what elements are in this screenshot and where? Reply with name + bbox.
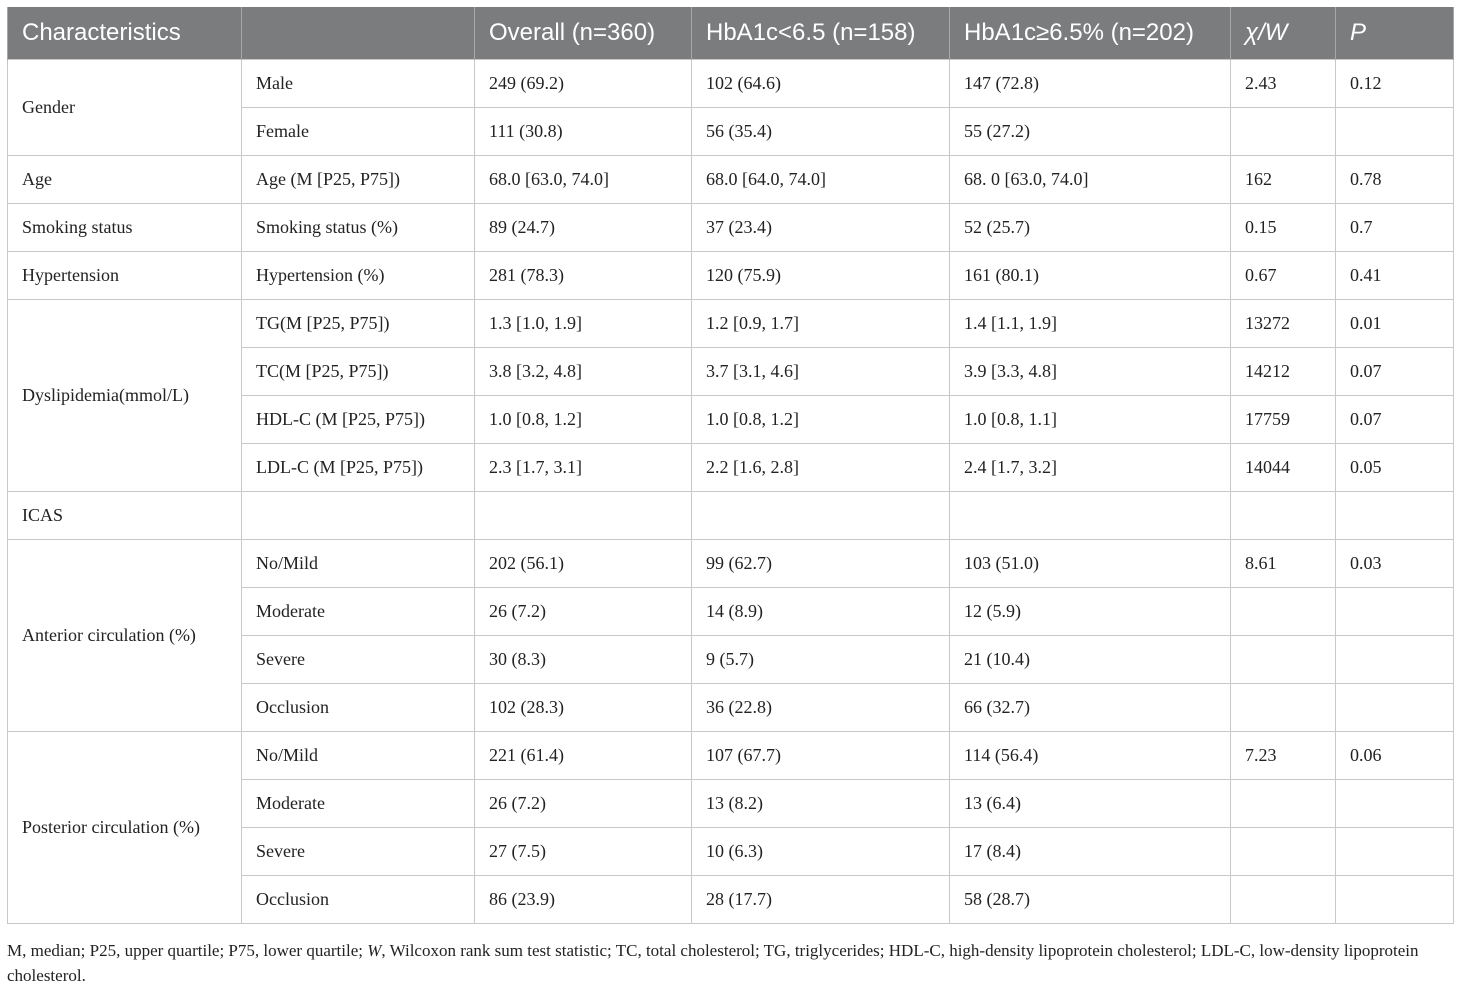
statistic-cell: 17759 — [1231, 395, 1336, 443]
subcategory-cell: TC(M [P25, P75]) — [242, 347, 475, 395]
characteristic-group-cell: Gender — [8, 59, 242, 155]
hba1c-low-cell: 1.2 [0.9, 1.7] — [692, 299, 950, 347]
overall-cell: 281 (78.3) — [475, 251, 692, 299]
p-value-cell: 0.03 — [1336, 539, 1454, 587]
overall-cell: 1.0 [0.8, 1.2] — [475, 395, 692, 443]
subcategory-cell: No/Mild — [242, 539, 475, 587]
hba1c-high-cell: 17 (8.4) — [950, 827, 1231, 875]
characteristic-group-cell: Smoking status — [8, 203, 242, 251]
p-value-cell — [1336, 635, 1454, 683]
subcategory-cell: Moderate — [242, 779, 475, 827]
hba1c-high-cell: 12 (5.9) — [950, 587, 1231, 635]
p-value-cell — [1336, 587, 1454, 635]
hba1c-high-cell — [950, 491, 1231, 539]
hba1c-low-cell: 36 (22.8) — [692, 683, 950, 731]
subcategory-cell: Occlusion — [242, 875, 475, 923]
table-header-row — [8, 7, 1454, 59]
subcategory-cell: LDL-C (M [P25, P75]) — [242, 443, 475, 491]
p-value-cell — [1336, 875, 1454, 923]
hba1c-high-cell: 2.4 [1.7, 3.2] — [950, 443, 1231, 491]
hba1c-low-cell: 37 (23.4) — [692, 203, 950, 251]
subcategory-cell: Moderate — [242, 587, 475, 635]
statistic-cell — [1231, 635, 1336, 683]
p-value-cell: 0.78 — [1336, 155, 1454, 203]
header-p-value: P — [1336, 7, 1454, 59]
overall-cell: 27 (7.5) — [475, 827, 692, 875]
statistic-cell: 14044 — [1231, 443, 1336, 491]
hba1c-low-cell: 10 (6.3) — [692, 827, 950, 875]
header-characteristics: Characteristics — [8, 7, 242, 59]
subcategory-cell: Occlusion — [242, 683, 475, 731]
hba1c-high-cell: 21 (10.4) — [950, 635, 1231, 683]
footnote-text-end: , Wilcoxon rank sum test statistic; TC, total cholesterol; TG, triglycerides; HDL-C, high-density lipoprotein cholesterol; LDL-C, low-density lipoprotein cholesterol. — [7, 941, 1419, 985]
hba1c-low-cell: 68.0 [64.0, 74.0] — [692, 155, 950, 203]
overall-cell: 202 (56.1) — [475, 539, 692, 587]
hba1c-high-cell: 66 (32.7) — [950, 683, 1231, 731]
table-row — [8, 731, 1454, 779]
header-hba1c-high: HbA1c≥6.5% (n=202) — [950, 7, 1231, 59]
overall-cell: 1.3 [1.0, 1.9] — [475, 299, 692, 347]
baseline-characteristics-table — [7, 7, 1454, 924]
p-value-cell: 0.12 — [1336, 59, 1454, 107]
footnote-text-start: M, median; P25, upper quartile; P75, lower quartile; — [7, 941, 368, 960]
hba1c-high-cell: 1.0 [0.8, 1.1] — [950, 395, 1231, 443]
hba1c-low-cell: 2.2 [1.6, 2.8] — [692, 443, 950, 491]
overall-cell: 3.8 [3.2, 4.8] — [475, 347, 692, 395]
table-row — [8, 155, 1454, 203]
overall-cell: 2.3 [1.7, 3.1] — [475, 443, 692, 491]
table-row — [8, 203, 1454, 251]
hba1c-high-cell: 55 (27.2) — [950, 107, 1231, 155]
p-value-cell: 0.05 — [1336, 443, 1454, 491]
statistic-cell: 13272 — [1231, 299, 1336, 347]
overall-cell: 86 (23.9) — [475, 875, 692, 923]
statistic-cell: 162 — [1231, 155, 1336, 203]
overall-cell: 68.0 [63.0, 74.0] — [475, 155, 692, 203]
characteristic-group-cell: ICAS — [8, 491, 242, 539]
p-value-cell — [1336, 491, 1454, 539]
statistic-cell: 14212 — [1231, 347, 1336, 395]
hba1c-low-cell: 14 (8.9) — [692, 587, 950, 635]
hba1c-high-cell: 114 (56.4) — [950, 731, 1231, 779]
hba1c-high-cell: 13 (6.4) — [950, 779, 1231, 827]
table-row — [8, 251, 1454, 299]
overall-cell: 26 (7.2) — [475, 779, 692, 827]
overall-cell: 111 (30.8) — [475, 107, 692, 155]
subcategory-cell: TG(M [P25, P75]) — [242, 299, 475, 347]
p-value-cell: 0.07 — [1336, 395, 1454, 443]
subcategory-cell: No/Mild — [242, 731, 475, 779]
statistic-cell — [1231, 107, 1336, 155]
header-subcategory — [242, 7, 475, 59]
table-container — [7, 7, 1453, 924]
table-row — [8, 491, 1454, 539]
hba1c-low-cell: 28 (17.7) — [692, 875, 950, 923]
hba1c-low-cell: 9 (5.7) — [692, 635, 950, 683]
statistic-cell: 0.67 — [1231, 251, 1336, 299]
table-body — [8, 59, 1454, 923]
statistic-cell — [1231, 827, 1336, 875]
overall-cell: 89 (24.7) — [475, 203, 692, 251]
p-value-cell: 0.06 — [1336, 731, 1454, 779]
subcategory-cell: Smoking status (%) — [242, 203, 475, 251]
overall-cell: 30 (8.3) — [475, 635, 692, 683]
table-footnote — [7, 938, 1453, 988]
hba1c-low-cell: 99 (62.7) — [692, 539, 950, 587]
header-statistic: χ/W — [1231, 7, 1336, 59]
hba1c-high-cell: 58 (28.7) — [950, 875, 1231, 923]
characteristic-group-cell: Hypertension — [8, 251, 242, 299]
p-value-cell — [1336, 107, 1454, 155]
hba1c-high-cell: 147 (72.8) — [950, 59, 1231, 107]
overall-cell: 26 (7.2) — [475, 587, 692, 635]
hba1c-low-cell: 13 (8.2) — [692, 779, 950, 827]
characteristic-group-cell: Dyslipidemia(mmol/L) — [8, 299, 242, 491]
statistic-cell — [1231, 779, 1336, 827]
statistic-cell: 7.23 — [1231, 731, 1336, 779]
subcategory-cell: Male — [242, 59, 475, 107]
p-value-cell — [1336, 779, 1454, 827]
subcategory-cell: Age (M [P25, P75]) — [242, 155, 475, 203]
characteristic-group-cell: Age — [8, 155, 242, 203]
subcategory-cell: Severe — [242, 827, 475, 875]
hba1c-low-cell: 56 (35.4) — [692, 107, 950, 155]
table-row — [8, 59, 1454, 107]
overall-cell: 102 (28.3) — [475, 683, 692, 731]
p-value-cell — [1336, 683, 1454, 731]
p-value-cell: 0.7 — [1336, 203, 1454, 251]
overall-cell: 221 (61.4) — [475, 731, 692, 779]
hba1c-high-cell: 161 (80.1) — [950, 251, 1231, 299]
statistic-cell — [1231, 587, 1336, 635]
hba1c-high-cell: 52 (25.7) — [950, 203, 1231, 251]
overall-cell: 249 (69.2) — [475, 59, 692, 107]
table-row — [8, 539, 1454, 587]
p-value-cell: 0.07 — [1336, 347, 1454, 395]
hba1c-low-cell: 102 (64.6) — [692, 59, 950, 107]
p-value-cell: 0.41 — [1336, 251, 1454, 299]
statistic-cell — [1231, 491, 1336, 539]
footnote-w-symbol: W — [367, 941, 382, 960]
overall-cell — [475, 491, 692, 539]
hba1c-high-cell: 1.4 [1.1, 1.9] — [950, 299, 1231, 347]
statistic-cell: 8.61 — [1231, 539, 1336, 587]
hba1c-low-cell: 1.0 [0.8, 1.2] — [692, 395, 950, 443]
characteristic-group-cell: Anterior circulation (%) — [8, 539, 242, 731]
hba1c-low-cell: 3.7 [3.1, 4.6] — [692, 347, 950, 395]
header-overall: Overall (n=360) — [475, 7, 692, 59]
characteristic-group-cell: Posterior circulation (%) — [8, 731, 242, 923]
subcategory-cell — [242, 491, 475, 539]
p-value-cell: 0.01 — [1336, 299, 1454, 347]
statistic-cell — [1231, 875, 1336, 923]
hba1c-high-cell: 3.9 [3.3, 4.8] — [950, 347, 1231, 395]
statistic-cell: 2.43 — [1231, 59, 1336, 107]
subcategory-cell: HDL-C (M [P25, P75]) — [242, 395, 475, 443]
hba1c-high-cell: 103 (51.0) — [950, 539, 1231, 587]
header-hba1c-low: HbA1c<6.5 (n=158) — [692, 7, 950, 59]
hba1c-low-cell — [692, 491, 950, 539]
hba1c-low-cell: 120 (75.9) — [692, 251, 950, 299]
statistic-cell: 0.15 — [1231, 203, 1336, 251]
hba1c-low-cell: 107 (67.7) — [692, 731, 950, 779]
hba1c-high-cell: 68. 0 [63.0, 74.0] — [950, 155, 1231, 203]
subcategory-cell: Severe — [242, 635, 475, 683]
subcategory-cell: Female — [242, 107, 475, 155]
statistic-cell — [1231, 683, 1336, 731]
table-row — [8, 299, 1454, 347]
subcategory-cell: Hypertension (%) — [242, 251, 475, 299]
p-value-cell — [1336, 827, 1454, 875]
